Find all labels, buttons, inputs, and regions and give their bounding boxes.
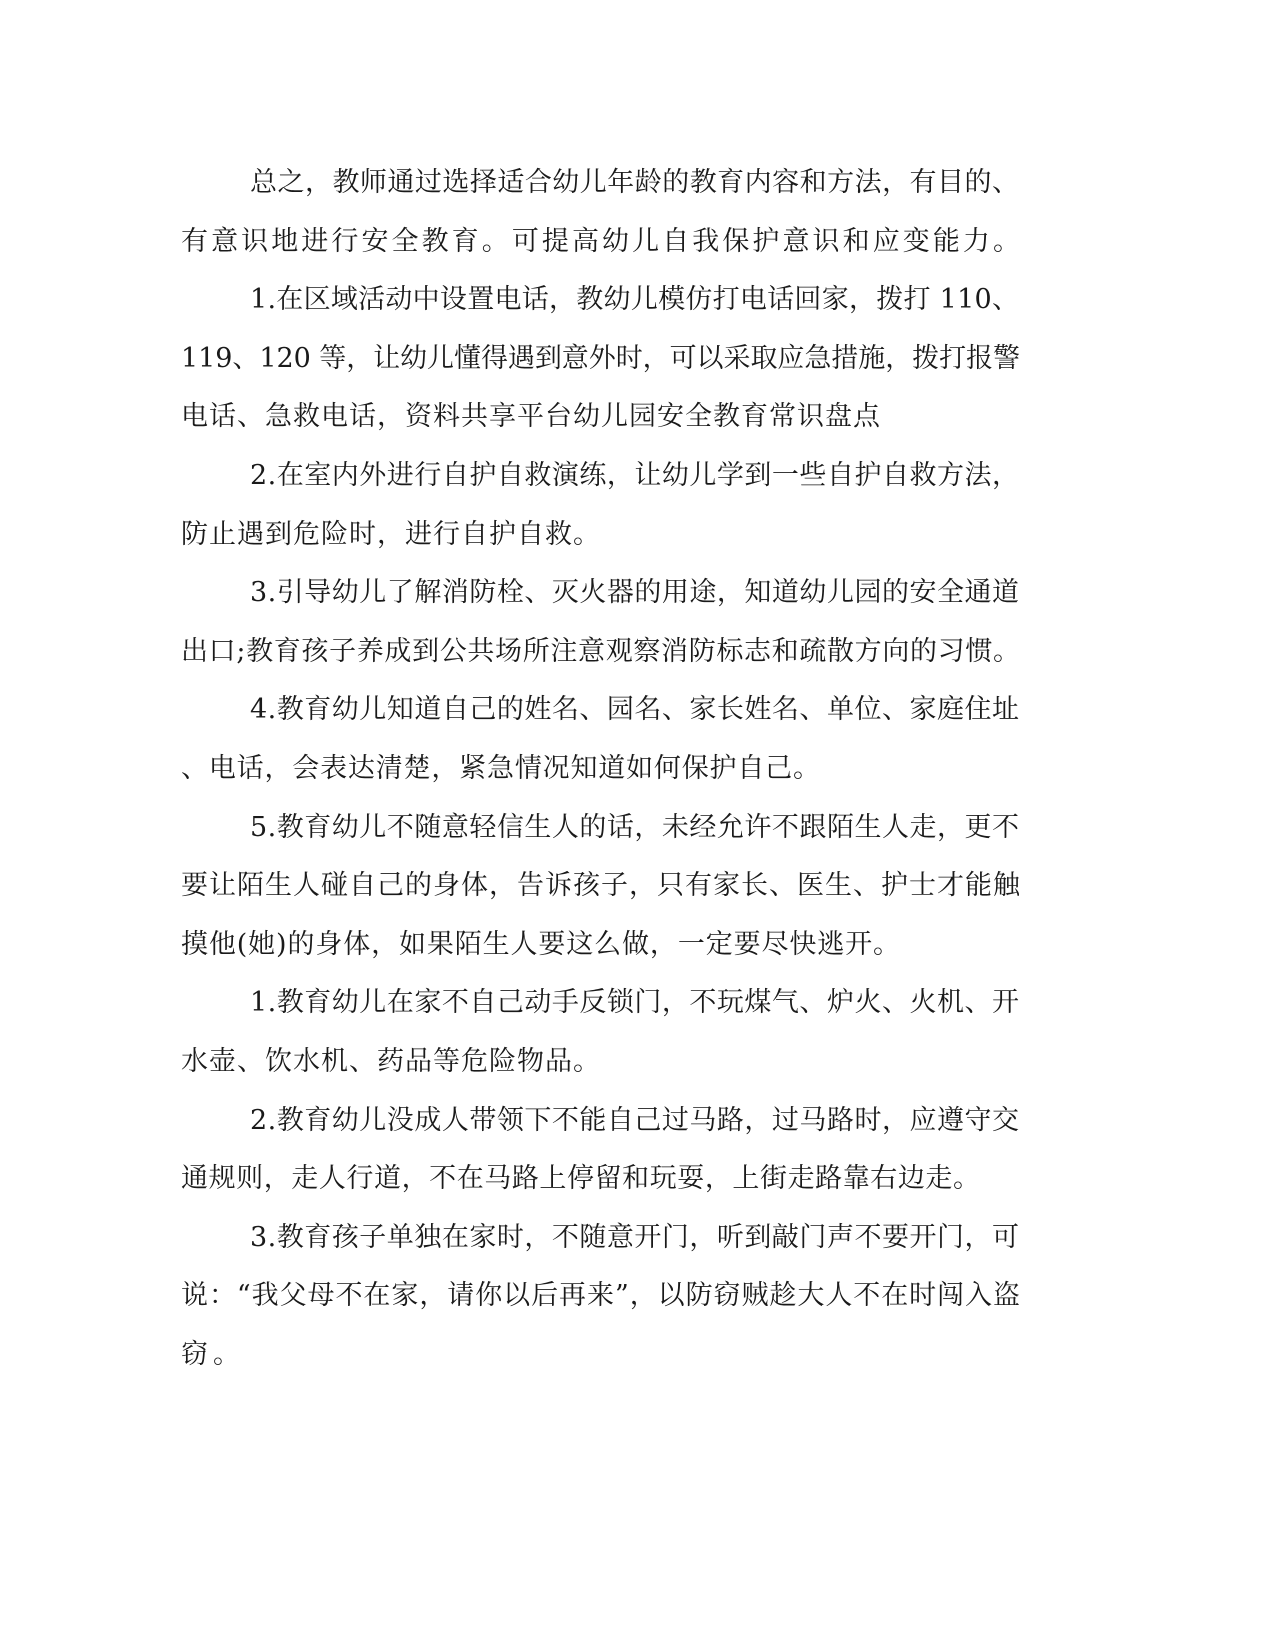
text-line: 水壶、饮水机、药品等危险物品。 (181, 1046, 601, 1077)
text-line: 电话、急救电话，资料共享平台幼儿园安全教育常识盘点 (181, 401, 881, 432)
text-line: 总之，教师通过选择适合幼儿年龄的教育内容和方法，有目的、 (250, 167, 1020, 198)
text-line: 出口;教育孩子养成到公共场所注意观察消防标志和疏散方向的习惯。 (181, 636, 1021, 667)
text-line: 2.教育幼儿没成人带领下不能自己过马路，过马路时，应遵守交 (250, 1105, 1020, 1136)
text-line: 摸他(她)的身体，如果陌生人要这么做，一定要尽快逃开。 (181, 929, 901, 960)
text-line: 119、120 等，让幼儿懂得遇到意外时，可以采取应急措施，拨打报警 (181, 343, 1020, 374)
text-line: 3.教育孩子单独在家时，不随意开门，听到敲门声不要开门，可 (250, 1222, 1020, 1253)
text-line: 说：“我父母不在家，请你以后再来”，以防窃贼趁大人不在时闯入盗 (181, 1280, 1021, 1311)
text-line: 要让陌生人碰自己的身体，告诉孩子，只有家长、医生、护士才能触 (181, 870, 1021, 901)
text-line: 通规则，走人行道，不在马路上停留和玩耍，上街走路靠右边走。 (181, 1163, 981, 1194)
text-line: 有意识地进行安全教育。可提高幼儿自我保护意识和应变能力。 (181, 226, 1024, 257)
text-line: 1.教育幼儿在家不自己动手反锁门，不玩煤气、炉火、火机、开 (250, 987, 1020, 1018)
text-line: 、电话，会表达清楚，紧急情况知道如何保护自己。 (181, 753, 821, 784)
text-line: 5.教育幼儿不随意轻信生人的话，未经允许不跟陌生人走，更不 (250, 812, 1020, 843)
text-line: 3.引导幼儿了解消防栓、灭火器的用途，知道幼儿园的安全通道 (250, 577, 1020, 608)
text-line: 窃。 (181, 1339, 245, 1370)
text-line: 1.在区域活动中设置电话，教幼儿模仿打电话回家，拨打 110、 (250, 284, 1020, 315)
text-line: 2.在室内外进行自护自救演练，让幼儿学到一些自护自救方法， (250, 460, 1020, 491)
text-line: 防止遇到危险时，进行自护自救。 (181, 519, 601, 550)
text-line: 4.教育幼儿知道自己的姓名、园名、家长姓名、单位、家庭住址 (250, 694, 1020, 725)
